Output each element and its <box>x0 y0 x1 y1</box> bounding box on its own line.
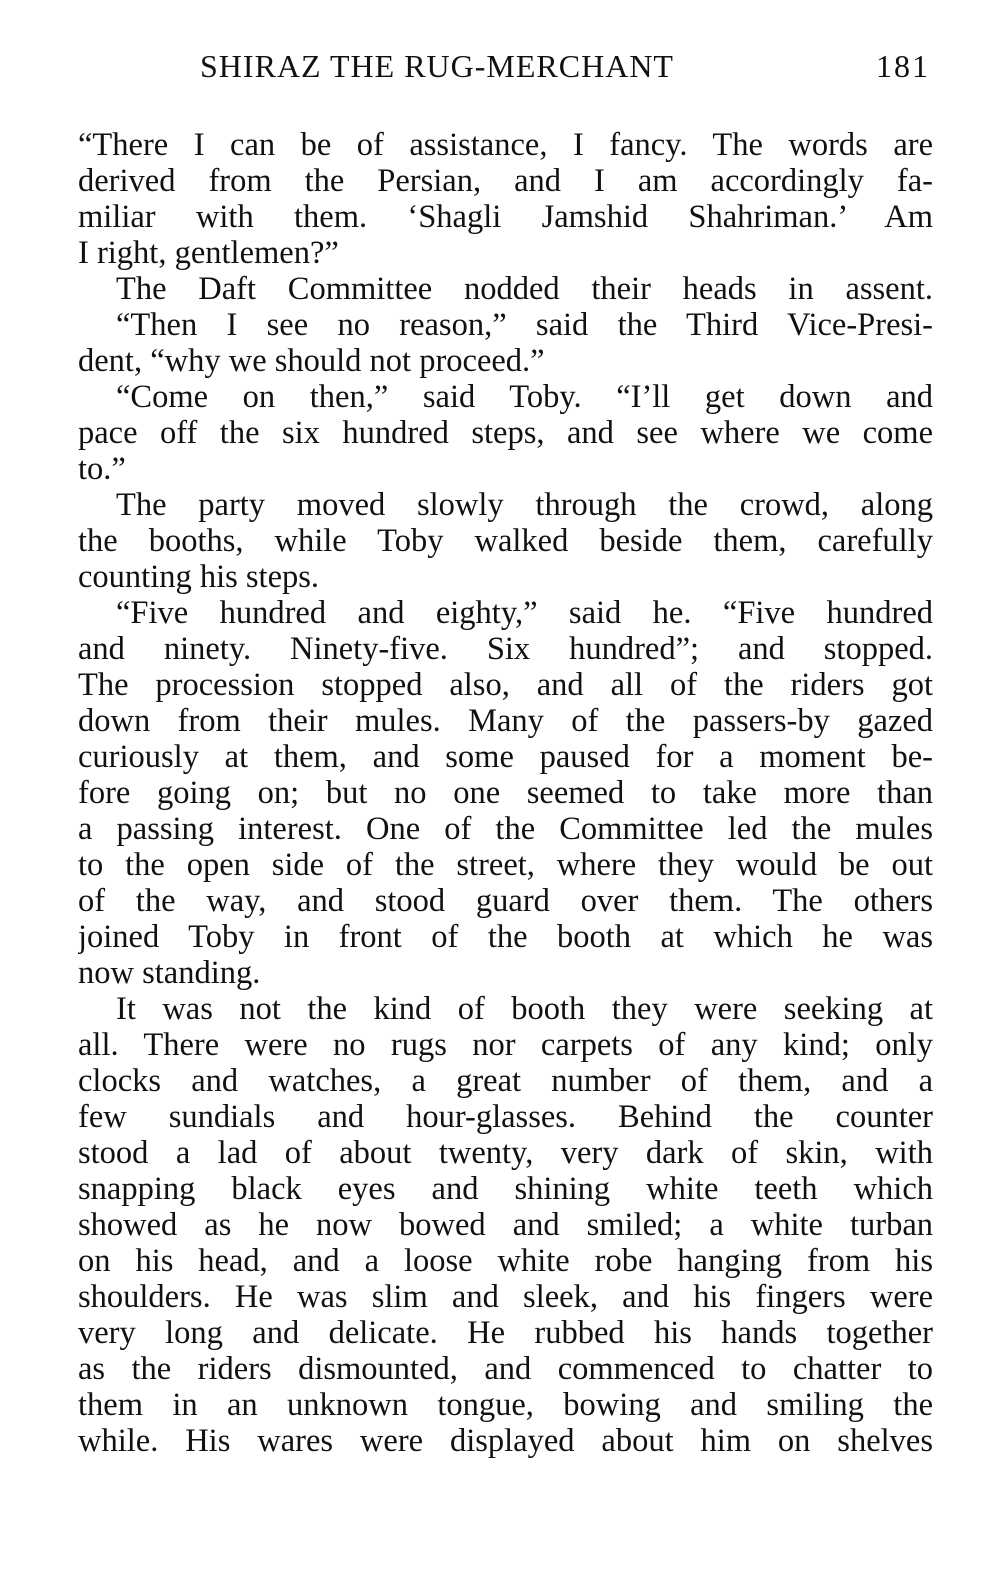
text-line: miliar with them. ‘Shagli Jamshid Shahriman.’ Am <box>78 199 933 235</box>
text-line: as the riders dismounted, and commenced to chatter to <box>78 1351 933 1387</box>
text-line: curiously at them, and some paused for a moment be- <box>78 739 933 775</box>
text-line: “Five hundred and eighty,” said he. “Five hundred <box>116 595 933 631</box>
text-line: pace off the six hundred steps, and see where we come <box>78 415 933 451</box>
text-line: The procession stopped also, and all of the riders got <box>78 667 933 703</box>
running-title: SHIRAZ THE RUG-MERCHANT <box>200 48 674 84</box>
text-line: now standing. <box>78 955 261 991</box>
text-line: derived from the Persian, and I am accordingly fa- <box>78 163 933 199</box>
text-line: The party moved slowly through the crowd, along <box>116 487 933 523</box>
text-line: all. There were no rugs nor carpets of any kind; only <box>78 1027 933 1063</box>
text-line: of the way, and stood guard over them. The others <box>78 883 933 919</box>
text-line: The Daft Committee nodded their heads in assent. <box>116 271 933 307</box>
text-line: I right, gentlemen?” <box>78 235 339 271</box>
text-line: to.” <box>78 451 126 487</box>
text-line: on his head, and a loose white robe hanging from his <box>78 1243 933 1279</box>
text-line: fore going on; but no one seemed to take more than <box>78 775 933 811</box>
running-head <box>200 48 930 88</box>
text-line: “Then I see no reason,” said the Third Vice-Presi- <box>116 307 933 343</box>
text-line: It was not the kind of booth they were seeking at <box>116 991 933 1027</box>
text-line: dent, “why we should not proceed.” <box>78 343 545 379</box>
text-line: to the open side of the street, where they would be out <box>78 847 933 883</box>
text-line: “There I can be of assistance, I fancy. The words are <box>78 127 933 163</box>
text-line: a passing interest. One of the Committee led the mules <box>78 811 933 847</box>
body-text <box>78 127 933 1487</box>
page-number: 181 <box>876 48 930 84</box>
text-line: counting his steps. <box>78 559 320 595</box>
text-line: them in an unknown tongue, bowing and smiling the <box>78 1387 933 1423</box>
text-line: “Come on then,” said Toby. “I’ll get down and <box>116 379 933 415</box>
text-line: and ninety. Ninety-five. Six hundred”; and stopped. <box>78 631 933 667</box>
text-line: the booths, while Toby walked beside them, carefully <box>78 523 933 559</box>
text-line: stood a lad of about twenty, very dark of skin, with <box>78 1135 933 1171</box>
text-line: clocks and watches, a great number of them, and a <box>78 1063 933 1099</box>
text-line: while. His wares were displayed about him on shelves <box>78 1423 933 1459</box>
text-line: joined Toby in front of the booth at which he was <box>78 919 933 955</box>
text-line: few sundials and hour-glasses. Behind the counter <box>78 1099 933 1135</box>
text-line: snapping black eyes and shining white teeth which <box>78 1171 933 1207</box>
text-line: down from their mules. Many of the passers-by gazed <box>78 703 933 739</box>
text-line: shoulders. He was slim and sleek, and his fingers were <box>78 1279 933 1315</box>
text-line: showed as he now bowed and smiled; a white turban <box>78 1207 933 1243</box>
text-line: very long and delicate. He rubbed his hands together <box>78 1315 933 1351</box>
